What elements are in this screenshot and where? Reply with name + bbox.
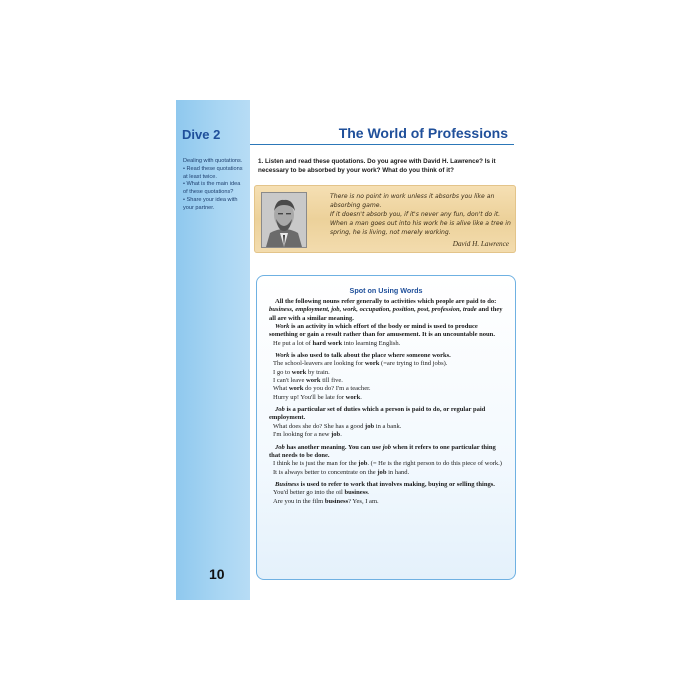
example-sentence [269,369,507,377]
example-keyword: job [358,460,368,468]
example-part: . (= He is the right person to do this piece of work.) [367,460,502,468]
task-instruction [258,157,516,175]
task-number: 1. [258,158,264,165]
example-part: He put a lot of [273,339,311,347]
example-keyword: hard work [312,339,343,347]
example-keyword: work [291,368,307,376]
example-sentence [269,469,507,477]
example-part: . [360,393,362,401]
intro-text: All the following nouns refer generally to activities which people are paid to do: [275,298,497,305]
example-keyword: business [344,489,368,497]
example-part: What [273,385,288,393]
page-title: The World of Professions [338,125,508,141]
sidebar [176,100,250,600]
quotation-line: There is no point in work unless it absorbs you like an absorbing game. [330,193,495,210]
intro-paragraph [269,298,507,323]
example-part: into learning English. [343,339,401,347]
example-keyword: work [345,393,361,401]
sidebar-note-line: • Share your idea with your partner. [183,196,238,211]
example-part: by train. [307,368,330,376]
term: Work [275,352,290,360]
definition: when it refers to one particular thing that needs to be done. [269,443,496,459]
definition: is also used to talk about the place where someone works. [291,352,451,360]
sidebar-note-line: • What is the main idea of these quotations? [183,181,241,196]
task-text: Listen and read these quotations. Do you agree with David H. Lawrence? Is it necessary to be absorbed by your work? What do you think of it? [258,158,496,174]
definition-keyword: job [382,443,392,451]
spot-on-using-words-box [256,275,516,580]
example-keyword: business [324,497,349,505]
definition: is a particular set of duties which a person is paid to do, or regular paid employment. [269,406,486,422]
intro-end: and they all are with a similar meaning. [269,306,503,322]
example-sentence [269,423,507,431]
example-part: I go to [273,368,291,376]
term: Job [275,443,285,451]
definition-paragraph [269,406,507,423]
example-part: Are you in the film [273,497,324,505]
example-keyword: work [364,360,380,368]
example-part: You'd better go into the oil [273,489,343,497]
sidebar-note-line: Dealing with quotations. [183,158,243,164]
example-sentence [269,360,507,368]
example-part: Hurry up! You'll be late for [273,393,345,401]
textbook-page [176,100,520,600]
quotation-line: When a man goes out into his work he is alive like a tree in spring, he is living, not merely working. [330,220,511,237]
example-part: What does she do? She has a good [273,422,364,430]
sidebar-note [183,158,245,213]
example-keyword: job [377,468,387,476]
example-sentence [269,489,507,497]
example-part: . [367,489,370,497]
example-keyword: work [288,385,304,393]
example-part: (=are trying to find jobs). [381,360,448,368]
example-part: The school-leavers are looking for [273,360,364,368]
definition-paragraph [269,481,507,489]
example-sentence [269,431,507,439]
example-part: in a bank. [375,422,402,430]
box-body [269,298,507,506]
definition: has another meaning. You can use [286,443,382,451]
quotation-text [330,192,514,237]
definition: is used to refer to work that involves making, buying or selling things. [300,480,495,488]
page-number: 10 [209,566,225,582]
example-part: It is always better to concentrate on the [273,468,376,476]
sidebar-note-line: • Read these quotations at least twice. [183,165,243,180]
example-sentence [269,340,507,348]
definition: is an activity in which effort of the body or mind is used to produce something or gain a result rather than for amusement. It is an uncountable noun. [269,323,495,339]
example-part: in hand. [388,468,410,476]
example-sentence [269,460,507,468]
example-part: ? Yes, I am. [348,497,379,505]
header-divider [250,144,514,145]
example-part: I'm looking for a new [273,431,330,439]
definition-paragraph [269,323,507,340]
example-part: till five. [322,377,343,385]
example-keyword: job [331,431,341,439]
intro-nouns: business, employment, job, work, occupation, position, post, profession, trade [269,306,477,314]
quote-box [254,185,516,253]
term: Work [275,323,290,331]
box-title: Spot on Using Words [349,286,423,295]
example-part: . [340,431,342,439]
example-keyword: work [306,377,321,385]
example-part: I can't leave [273,377,305,385]
quotation-line: If it doesn't absorb you, if it's never any fun, don't do it. [330,211,501,219]
example-sentence [269,385,507,393]
example-part: do you do? I'm a teacher. [305,385,371,393]
term: Job [275,406,285,414]
quotation-author: David H. Lawrence [452,240,509,248]
term: Business [275,480,300,488]
example-sentence [269,394,507,402]
definition-paragraph [269,444,507,461]
example-keyword: job [365,422,375,430]
example-part: I think he is just the man for the [273,460,357,468]
example-sentence [269,498,507,506]
definition-paragraph [269,352,507,360]
example-sentence [269,377,507,385]
unit-label: Dive 2 [182,127,221,142]
author-portrait [261,192,307,248]
